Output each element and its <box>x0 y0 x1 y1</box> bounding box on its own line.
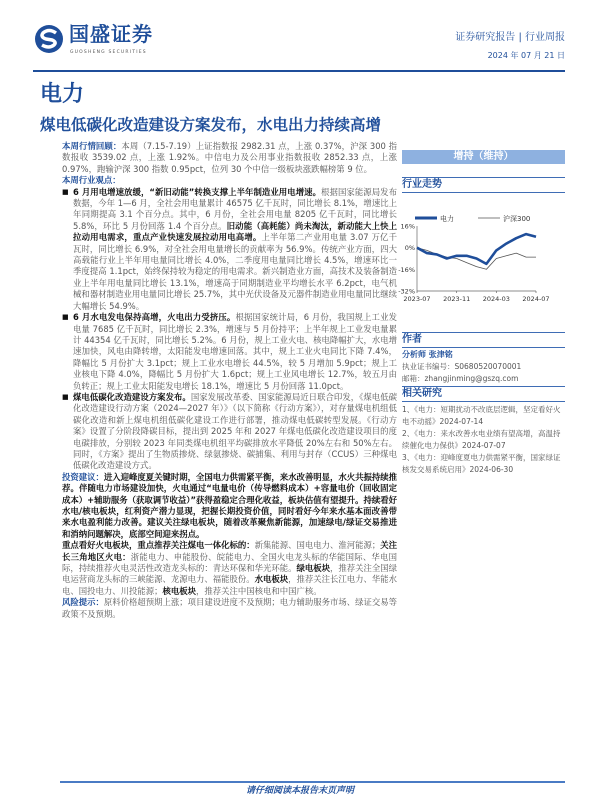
x-tick-label: 2024-03 <box>482 295 510 303</box>
bold-text: 水电板块 <box>254 574 289 585</box>
analyst-name: 分析师 张津铭 <box>402 350 453 359</box>
company-name: 国盛证券 <box>69 22 153 46</box>
paragraph <box>62 472 397 540</box>
analyst-email[interactable]: 邮箱：zhangjinming@gszq.com <box>402 373 519 383</box>
trend-chart <box>398 197 565 317</box>
x-tick-label: 2023-07 <box>403 295 431 303</box>
bold-text: 旧动能（高耗能）尚未淘汰，新动能大上快上拉动用电需求，重点产业快速发展拉动用电高增。 <box>73 220 398 243</box>
text: 根据国家能源局发布数据，今年 1—6 月，全社会用电量累计 46575 亿千瓦时，同比增长 8.1%，增速比上年同期提高 3.1 个百分点。其中，6 月份，全社会用电量 8205 亿千瓦时，同比增长 5.8%，环比 5 月份回落 1.4 个百分点。 <box>73 186 398 231</box>
analyst-cert: 执业证书编号：S0680520070001 <box>402 362 522 371</box>
text: 原料价格超预期上涨；项目建设进度不及预期；电力辅助服务市场、绿证交易等政策不及预期。 <box>62 597 397 619</box>
report-body <box>62 141 397 620</box>
x-tick-label: 2024-07 <box>522 295 550 303</box>
section-label: 本周行情回顾： <box>62 141 122 151</box>
bold-text: 煤电低碳化改造建设方案发布。 <box>73 391 191 402</box>
footer-divider <box>60 781 565 783</box>
text: 新集能源、国电电力、淮河能源； <box>254 540 381 551</box>
report-headline: 煤电低碳化改造建设方案发布，水电出力持续高增 <box>40 116 382 134</box>
related-report-link[interactable]: 3、《电力：迎峰度夏电力供需紧平衡，国家绿证核发交易系统启用》2024-06-30 <box>402 453 561 474</box>
company-logo-icon <box>34 24 64 54</box>
bullet-paragraph <box>62 187 397 312</box>
bold-text: 关注长三角地区火电： <box>62 540 397 562</box>
company-name-en: GUOSHENG SECURITIES <box>70 50 147 55</box>
series-line-power <box>417 234 536 264</box>
y-tick-label: -16% <box>398 265 415 274</box>
text: 本周（7.15-7.19）上证指数报 2982.31 点，上涨 0.37%，沪深 300 指数报收 3539.02 点，上涨 1.92%。中信电力及公用事业指数报收 2852.33 点，上涨 0.97%，跑输沪深 300 指数 0.95pct，位列 30 个中信一级板块涨跌幅榜第 9 位。 <box>62 141 397 174</box>
paragraph <box>62 597 397 620</box>
bold-text: 6 月用电增速放缓，“新旧动能”转换支撑上半年制造业用电增速。 <box>73 186 322 197</box>
text: 浙能电力、申能股份、皖能电力、全国火电龙头标的华能国际、华电国际，持续推荐火电灵活性改造龙头标的：青达环保和华光环能。 <box>62 551 398 574</box>
text: ，推荐关注全国绿电运营商龙头标的三峡能源、龙源电力、福能股份。 <box>62 563 397 585</box>
author-section-title: 作者 <box>402 332 565 348</box>
section-label: 本周行业观点： <box>62 175 121 186</box>
related-report-link[interactable]: 1、《电力：短期扰动不改底层逻辑，坚定看好火电不动摇》2024-07-14 <box>402 405 561 426</box>
bold-text: 核电板块 <box>162 585 196 596</box>
bold-text: 进入迎峰度夏关键时期，全国电力供需紧平衡，来水改善明显，水火共振持续推荐。伴随电力市场建设加快，火电通过“电量电价（传导燃料成本）+容量电价（回收固定成本）+辅助服务（获取调节收益）”获得盈稳定合理化收益，板块估值有望提升。持续看好水电/核电板块，红利资产潜力显现，把握长期投资价值，同时看好今年来水基本面改善带来水电盈利能力改善。建议关注绿电板块，随着改革聚焦新能源，加速绿电/绿证交易推进和消纳问题解决，底部空间迎来拐点。 <box>62 471 397 539</box>
section-label: 投资建议： <box>62 471 104 482</box>
header-divider <box>33 70 565 72</box>
paragraph <box>62 175 397 186</box>
paragraph <box>62 141 397 175</box>
bold-text: 6 月水电发电保持高增，火电出力受挤压。 <box>73 312 236 323</box>
bold-text: 绿电板块 <box>296 563 330 574</box>
legend-label: 沪深300 <box>503 215 531 223</box>
report-type: 证券研究报告 | 行业周报 <box>455 32 565 43</box>
text: 国家发展改革委、国家能源局近日联合印发，《煤电低碳化改造建设行动方案（2024—2027 年）》（以下简称《行动方案》），对存量煤电机组低碳化改造和新上煤电机组低碳化建设工作进行部署，推动煤电低碳转型发展。《行动方案》设置了分阶段降碳目标，提出到 2025 年和 2027 年煤电低碳化改造建设项目的度电碳排放，分别较 2023 年同类煤电机组平均碳排放水平降低 20%左右和 50%左右。同时，《方案》提出了生物质掺烧、绿氨掺烧、碳捕集、利用与封存（CCUS）三种煤电低碳化改造建设方式。 <box>73 391 397 471</box>
text: 上半年第二产业用电量 3.07 万亿千瓦时，同比增长 6.9%，对全社会用电量增长的贡献率为 56.9%。传统产业方面，四大高载能行业上半年用电量同比增长 4.0%，二季度用电量同比增长 4.5%，增速环比一季度提高 1.1pct，始终保持较为稳定的用电需求。新兴制造业方面，高技术及装备制造业上半年用电量同比增长 13.1%，增速高于同期制造业平均增长水平 6.2pct，电气机械和器材制造业用电量同比增长 25.7%，其中光伏设备及元器件制造业用电量同比继续大幅增长 54.9%。 <box>73 232 397 311</box>
y-tick-label: 0% <box>404 244 415 253</box>
x-tick-label: 2023-11 <box>443 295 471 303</box>
report-date: 2024 年 07 月 21 日 <box>487 51 565 60</box>
bullet-paragraph <box>62 312 397 392</box>
section-label: 风险提示： <box>62 597 104 608</box>
text: 根据国家统计局，6 月份，我国规上工业发电量 7685 亿千瓦时，同比增长 2.3%，增速与 5 月份持平；上半年规上工业发电量累计 44354 亿千瓦时，同比增长 5.2%。6 月份，规上工业火电、核电降幅扩大，水电增速加快，风电由降转增，太阳能发电增速回落。其中，规上工业火电同比下降 7.4%，降幅比 5 月份扩大 3.1pct；规上工业水电增长 44.5%，较 5 月增加 5.9pct；规上工业核电下降 4.0%，降幅比 5 月份扩大 1.6pct；规上工业风电增长 12.7%，较五月由负转正；规上工业太阳能发电增长 18.1%，增速比 5 月份回落 11.0pct。 <box>73 312 397 391</box>
rating-badge: 增持（维持） <box>402 150 565 164</box>
y-tick-label: -32% <box>398 287 415 296</box>
sidebar <box>398 150 565 476</box>
legend-label: 电力 <box>440 215 454 223</box>
trend-section-title: 行业走势 <box>402 177 565 193</box>
footer-disclaimer: 请仔细阅读本报告末页声明 <box>245 786 354 796</box>
industry-title: 电力 <box>40 82 85 107</box>
bullet-paragraph <box>62 392 397 472</box>
text: ，推荐关注长江电力、华能水电、国投电力、川投能源； <box>62 574 397 596</box>
bold-text: 重点看好火电板块，重点推荐关注煤电一体化标的： <box>62 540 255 551</box>
paragraph <box>62 540 397 597</box>
related-section-title: 相关研究 <box>402 386 565 402</box>
text: ，推荐关注中国核电和中国广核。 <box>196 585 322 596</box>
y-tick-label: 16% <box>400 222 415 231</box>
related-report-link[interactable]: 2、《电力：来水改善水电业绩有望高增，高温持续催化电力保供》2024-07-07 <box>402 429 561 450</box>
